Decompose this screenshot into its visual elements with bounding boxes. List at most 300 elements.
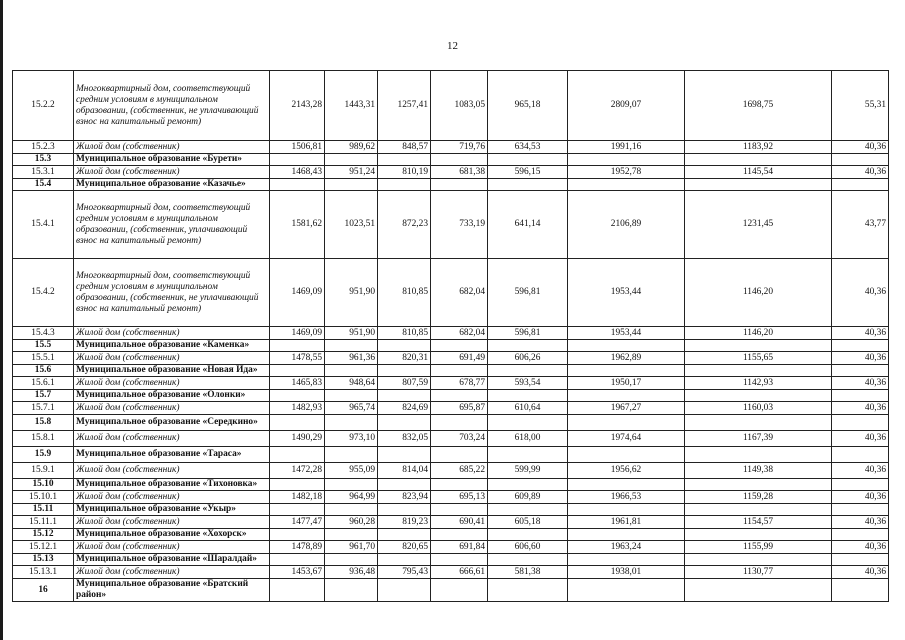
row-number: 15.12 <box>13 529 74 541</box>
tariff-value: 40,36 <box>832 463 889 479</box>
empty-cell <box>568 340 685 352</box>
tariff-value: 1257,41 <box>378 71 431 141</box>
tariff-value: 820,31 <box>378 352 431 365</box>
tariff-value: 961,36 <box>325 352 378 365</box>
section-row <box>13 154 889 166</box>
tariff-value: 955,09 <box>325 463 378 479</box>
empty-cell <box>568 504 685 516</box>
tariff-value: 605,18 <box>488 516 568 529</box>
tariff-value: 872,23 <box>378 191 431 259</box>
empty-cell <box>488 579 568 602</box>
section-row <box>13 529 889 541</box>
housing-type: Жилой дом (собственник) <box>74 327 270 340</box>
tariff-value: 1974,64 <box>568 431 685 447</box>
tariff-value: 733,19 <box>431 191 488 259</box>
table-row <box>13 491 889 504</box>
tariff-value: 820,65 <box>378 541 431 554</box>
row-number: 15.11 <box>13 504 74 516</box>
empty-cell <box>325 179 378 191</box>
empty-cell <box>378 154 431 166</box>
tariff-value: 681,38 <box>431 166 488 179</box>
tariff-value: 1963,24 <box>568 541 685 554</box>
empty-cell <box>270 504 325 516</box>
tariff-value: 618,00 <box>488 431 568 447</box>
tariff-value: 1160,03 <box>685 402 832 415</box>
empty-cell <box>431 529 488 541</box>
tariff-value: 819,23 <box>378 516 431 529</box>
empty-cell <box>378 415 431 431</box>
tariff-value: 965,18 <box>488 71 568 141</box>
empty-cell <box>270 390 325 402</box>
empty-cell <box>488 554 568 566</box>
empty-cell <box>685 447 832 463</box>
empty-cell <box>431 554 488 566</box>
empty-cell <box>568 390 685 402</box>
tariff-value: 691,49 <box>431 352 488 365</box>
empty-cell <box>325 415 378 431</box>
row-number: 15.11.1 <box>13 516 74 529</box>
table-row <box>13 463 889 479</box>
tariff-value: 40,36 <box>832 431 889 447</box>
tariff-value: 848,57 <box>378 141 431 154</box>
tariff-value: 1950,17 <box>568 377 685 390</box>
tariff-value: 1953,44 <box>568 259 685 327</box>
empty-cell <box>378 447 431 463</box>
table-row <box>13 141 889 154</box>
tariff-value: 948,64 <box>325 377 378 390</box>
empty-cell <box>325 447 378 463</box>
housing-type: Жилой дом (собственник) <box>74 491 270 504</box>
tariff-value: 832,05 <box>378 431 431 447</box>
tariff-value: 40,36 <box>832 516 889 529</box>
empty-cell <box>378 554 431 566</box>
section-title: Муниципальное образование «Новая Ида» <box>74 365 270 377</box>
empty-cell <box>378 390 431 402</box>
section-title: Муниципальное образование «Бурети» <box>74 154 270 166</box>
empty-cell <box>832 529 889 541</box>
section-row <box>13 415 889 431</box>
empty-cell <box>685 415 832 431</box>
empty-cell <box>685 529 832 541</box>
row-number: 15.6.1 <box>13 377 74 390</box>
empty-cell <box>325 154 378 166</box>
empty-cell <box>270 340 325 352</box>
row-number: 15.3.1 <box>13 166 74 179</box>
row-number: 15.13 <box>13 554 74 566</box>
tariff-value: 1953,44 <box>568 327 685 340</box>
empty-cell <box>270 415 325 431</box>
tariff-value: 1477,47 <box>270 516 325 529</box>
empty-cell <box>832 504 889 516</box>
row-number: 15.2.3 <box>13 141 74 154</box>
tariff-value: 814,04 <box>378 463 431 479</box>
tariff-value: 1023,51 <box>325 191 378 259</box>
tariff-value: 40,36 <box>832 352 889 365</box>
table-row <box>13 191 889 259</box>
section-title: Муниципальное образование «Казачье» <box>74 179 270 191</box>
empty-cell <box>325 504 378 516</box>
tariff-value: 641,14 <box>488 191 568 259</box>
empty-cell <box>325 365 378 377</box>
empty-cell <box>685 365 832 377</box>
tariff-value: 1231,45 <box>685 191 832 259</box>
section-title: Муниципальное образование «Тихоновка» <box>74 479 270 491</box>
tariff-value: 40,36 <box>832 327 889 340</box>
tariff-value: 795,43 <box>378 566 431 579</box>
tariff-value: 951,24 <box>325 166 378 179</box>
row-number: 15.8 <box>13 415 74 431</box>
tariff-value: 682,04 <box>431 327 488 340</box>
section-title: Муниципальное образование «Середкино» <box>74 415 270 431</box>
empty-cell <box>378 179 431 191</box>
tariff-value: 1453,67 <box>270 566 325 579</box>
empty-cell <box>685 154 832 166</box>
tariff-value: 678,77 <box>431 377 488 390</box>
tariff-value: 596,81 <box>488 259 568 327</box>
empty-cell <box>488 390 568 402</box>
empty-cell <box>488 447 568 463</box>
empty-cell <box>431 504 488 516</box>
tariff-value: 1443,31 <box>325 71 378 141</box>
tariff-value: 593,54 <box>488 377 568 390</box>
tariff-value: 1142,93 <box>685 377 832 390</box>
table-row <box>13 541 889 554</box>
tariff-value: 1146,20 <box>685 327 832 340</box>
empty-cell <box>431 154 488 166</box>
empty-cell <box>685 554 832 566</box>
tariff-value: 599,99 <box>488 463 568 479</box>
tariff-value: 823,94 <box>378 491 431 504</box>
tariff-value: 606,26 <box>488 352 568 365</box>
tariff-value: 1159,28 <box>685 491 832 504</box>
tariff-value: 951,90 <box>325 327 378 340</box>
empty-cell <box>568 529 685 541</box>
empty-cell <box>270 179 325 191</box>
tariff-value: 1956,62 <box>568 463 685 479</box>
row-number: 15.7 <box>13 390 74 402</box>
empty-cell <box>832 179 889 191</box>
empty-cell <box>832 415 889 431</box>
tariff-value: 961,70 <box>325 541 378 554</box>
empty-cell <box>270 529 325 541</box>
empty-cell <box>568 154 685 166</box>
empty-cell <box>270 154 325 166</box>
housing-type: Жилой дом (собственник) <box>74 463 270 479</box>
empty-cell <box>568 415 685 431</box>
empty-cell <box>488 415 568 431</box>
empty-cell <box>325 554 378 566</box>
tariff-value: 691,84 <box>431 541 488 554</box>
empty-cell <box>685 479 832 491</box>
empty-cell <box>378 365 431 377</box>
row-number: 16 <box>13 579 74 602</box>
empty-cell <box>325 479 378 491</box>
tariff-value: 807,59 <box>378 377 431 390</box>
empty-cell <box>568 365 685 377</box>
tariff-value: 1961,81 <box>568 516 685 529</box>
empty-cell <box>270 365 325 377</box>
section-row <box>13 340 889 352</box>
tariff-value: 40,36 <box>832 166 889 179</box>
section-row <box>13 390 889 402</box>
empty-cell <box>832 479 889 491</box>
empty-cell <box>832 579 889 602</box>
tariff-value: 610,64 <box>488 402 568 415</box>
tariff-value: 596,15 <box>488 166 568 179</box>
tariff-value: 581,38 <box>488 566 568 579</box>
tariff-value: 1468,43 <box>270 166 325 179</box>
empty-cell <box>832 154 889 166</box>
tariff-value: 2106,89 <box>568 191 685 259</box>
row-number: 15.3 <box>13 154 74 166</box>
tariff-value: 1967,27 <box>568 402 685 415</box>
tariff-value: 634,53 <box>488 141 568 154</box>
tariff-value: 1465,83 <box>270 377 325 390</box>
tariff-value: 1478,89 <box>270 541 325 554</box>
housing-type: Жилой дом (собственник) <box>74 141 270 154</box>
tariff-value: 606,60 <box>488 541 568 554</box>
tariff-value: 1698,75 <box>685 71 832 141</box>
tariff-value: 40,36 <box>832 377 889 390</box>
section-row <box>13 479 889 491</box>
tariff-value: 1083,05 <box>431 71 488 141</box>
tariff-value: 2143,28 <box>270 71 325 141</box>
page-number: 12 <box>447 40 458 52</box>
housing-type: Многоквартирный дом, соответствующий средним условиям в муниципальном образовании, (собственник, уплачивающий взнос на капитальный ремонт) <box>74 191 270 259</box>
tariff-value: 43,77 <box>832 191 889 259</box>
table-row <box>13 377 889 390</box>
empty-cell <box>568 579 685 602</box>
tariff-value: 40,36 <box>832 402 889 415</box>
tariff-value: 719,76 <box>431 141 488 154</box>
row-number: 15.2.2 <box>13 71 74 141</box>
tariff-value: 960,28 <box>325 516 378 529</box>
table-body <box>13 71 889 602</box>
tariff-value: 1155,99 <box>685 541 832 554</box>
tariff-value: 695,13 <box>431 491 488 504</box>
tariff-value: 609,89 <box>488 491 568 504</box>
row-number: 15.4.1 <box>13 191 74 259</box>
row-number: 15.4.3 <box>13 327 74 340</box>
tariff-value: 1490,29 <box>270 431 325 447</box>
tariff-value: 1469,09 <box>270 259 325 327</box>
empty-cell <box>685 579 832 602</box>
empty-cell <box>568 479 685 491</box>
tariff-value: 1472,28 <box>270 463 325 479</box>
table-row <box>13 327 889 340</box>
empty-cell <box>431 447 488 463</box>
empty-cell <box>270 554 325 566</box>
empty-cell <box>325 390 378 402</box>
section-title: Муниципальное образование «Шаралдай» <box>74 554 270 566</box>
section-title: Муниципальное образование «Братский район» <box>74 579 270 602</box>
empty-cell <box>685 340 832 352</box>
housing-type: Жилой дом (собственник) <box>74 431 270 447</box>
tariff-value: 40,36 <box>832 566 889 579</box>
table-row <box>13 71 889 141</box>
empty-cell <box>568 179 685 191</box>
section-row <box>13 447 889 463</box>
tariff-value: 1145,54 <box>685 166 832 179</box>
tariff-value: 1130,77 <box>685 566 832 579</box>
section-title: Муниципальное образование «Олонки» <box>74 390 270 402</box>
tariff-value: 1581,62 <box>270 191 325 259</box>
housing-type: Многоквартирный дом, соответствующий средним условиям в муниципальном образовании, (собственник, не уплачивающий взнос на капитальный ремонт) <box>74 71 270 141</box>
tariff-value: 1506,81 <box>270 141 325 154</box>
empty-cell <box>832 447 889 463</box>
table-row <box>13 352 889 365</box>
empty-cell <box>488 529 568 541</box>
empty-cell <box>488 154 568 166</box>
empty-cell <box>378 479 431 491</box>
tariff-value: 1149,38 <box>685 463 832 479</box>
tariff-value: 1469,09 <box>270 327 325 340</box>
table-row <box>13 166 889 179</box>
row-number: 15.10 <box>13 479 74 491</box>
tariff-value: 1952,78 <box>568 166 685 179</box>
table-row <box>13 516 889 529</box>
row-number: 15.5 <box>13 340 74 352</box>
scan-left-edge <box>0 0 3 640</box>
empty-cell <box>488 479 568 491</box>
empty-cell <box>832 554 889 566</box>
tariff-value: 40,36 <box>832 491 889 504</box>
row-number: 15.9.1 <box>13 463 74 479</box>
housing-type: Жилой дом (собственник) <box>74 352 270 365</box>
empty-cell <box>270 579 325 602</box>
tariff-value: 1991,16 <box>568 141 685 154</box>
tariff-value: 810,85 <box>378 327 431 340</box>
table-row <box>13 402 889 415</box>
empty-cell <box>431 415 488 431</box>
empty-cell <box>431 179 488 191</box>
section-title: Муниципальное образование «Тараса» <box>74 447 270 463</box>
tariff-value: 810,19 <box>378 166 431 179</box>
empty-cell <box>488 179 568 191</box>
tariff-value: 965,74 <box>325 402 378 415</box>
empty-cell <box>488 340 568 352</box>
section-title: Муниципальное образование «Хохорск» <box>74 529 270 541</box>
housing-type: Жилой дом (собственник) <box>74 541 270 554</box>
empty-cell <box>325 529 378 541</box>
row-number: 15.4.2 <box>13 259 74 327</box>
tariff-value: 2809,07 <box>568 71 685 141</box>
tariff-value: 666,61 <box>431 566 488 579</box>
empty-cell <box>685 504 832 516</box>
empty-cell <box>832 365 889 377</box>
housing-type: Жилой дом (собственник) <box>74 516 270 529</box>
empty-cell <box>378 579 431 602</box>
housing-type: Жилой дом (собственник) <box>74 566 270 579</box>
tariff-value: 824,69 <box>378 402 431 415</box>
tariff-value: 951,90 <box>325 259 378 327</box>
housing-type: Жилой дом (собственник) <box>74 166 270 179</box>
empty-cell <box>832 390 889 402</box>
empty-cell <box>568 554 685 566</box>
tariff-value: 1478,55 <box>270 352 325 365</box>
section-title: Муниципальное образование «Каменка» <box>74 340 270 352</box>
tariff-value: 1938,01 <box>568 566 685 579</box>
row-number: 15.8.1 <box>13 431 74 447</box>
empty-cell <box>431 390 488 402</box>
table-row <box>13 259 889 327</box>
section-title: Муниципальное образование «Укыр» <box>74 504 270 516</box>
empty-cell <box>431 479 488 491</box>
section-row <box>13 179 889 191</box>
tariff-value: 810,85 <box>378 259 431 327</box>
tariff-value: 973,10 <box>325 431 378 447</box>
housing-type: Многоквартирный дом, соответствующий средним условиям в муниципальном образовании, (собственник, не уплачивающий взнос на капитальный ремонт) <box>74 259 270 327</box>
section-row <box>13 554 889 566</box>
empty-cell <box>325 579 378 602</box>
empty-cell <box>568 447 685 463</box>
section-row <box>13 579 889 602</box>
tariff-value: 1482,18 <box>270 491 325 504</box>
section-row <box>13 504 889 516</box>
tariff-value: 1966,53 <box>568 491 685 504</box>
row-number: 15.13.1 <box>13 566 74 579</box>
row-number: 15.5.1 <box>13 352 74 365</box>
empty-cell <box>270 479 325 491</box>
tariff-value: 40,36 <box>832 141 889 154</box>
tariff-value: 596,81 <box>488 327 568 340</box>
empty-cell <box>832 340 889 352</box>
empty-cell <box>270 447 325 463</box>
tariff-value: 1482,93 <box>270 402 325 415</box>
row-number: 15.9 <box>13 447 74 463</box>
tariff-value: 964,99 <box>325 491 378 504</box>
tariff-value: 1167,39 <box>685 431 832 447</box>
row-number: 15.4 <box>13 179 74 191</box>
empty-cell <box>378 529 431 541</box>
section-row <box>13 365 889 377</box>
empty-cell <box>431 365 488 377</box>
tariff-value: 1155,65 <box>685 352 832 365</box>
housing-type: Жилой дом (собственник) <box>74 402 270 415</box>
tariff-value: 55,31 <box>832 71 889 141</box>
row-number: 15.7.1 <box>13 402 74 415</box>
table-row <box>13 431 889 447</box>
row-number: 15.6 <box>13 365 74 377</box>
tariff-value: 703,24 <box>431 431 488 447</box>
empty-cell <box>378 340 431 352</box>
tariff-value: 936,48 <box>325 566 378 579</box>
tariff-value: 685,22 <box>431 463 488 479</box>
empty-cell <box>325 340 378 352</box>
empty-cell <box>431 340 488 352</box>
tariff-value: 40,36 <box>832 541 889 554</box>
tariff-value: 1962,89 <box>568 352 685 365</box>
empty-cell <box>431 579 488 602</box>
empty-cell <box>488 365 568 377</box>
tariff-value: 1146,20 <box>685 259 832 327</box>
empty-cell <box>378 504 431 516</box>
tariff-value: 1154,57 <box>685 516 832 529</box>
tariff-value: 690,41 <box>431 516 488 529</box>
tariff-value: 989,62 <box>325 141 378 154</box>
tariff-value: 682,04 <box>431 259 488 327</box>
tariff-value: 1183,92 <box>685 141 832 154</box>
table-row <box>13 566 889 579</box>
row-number: 15.10.1 <box>13 491 74 504</box>
row-number: 15.12.1 <box>13 541 74 554</box>
tariff-table <box>12 70 889 602</box>
empty-cell <box>685 179 832 191</box>
tariff-value: 695,87 <box>431 402 488 415</box>
empty-cell <box>488 504 568 516</box>
tariff-value: 40,36 <box>832 259 889 327</box>
empty-cell <box>685 390 832 402</box>
